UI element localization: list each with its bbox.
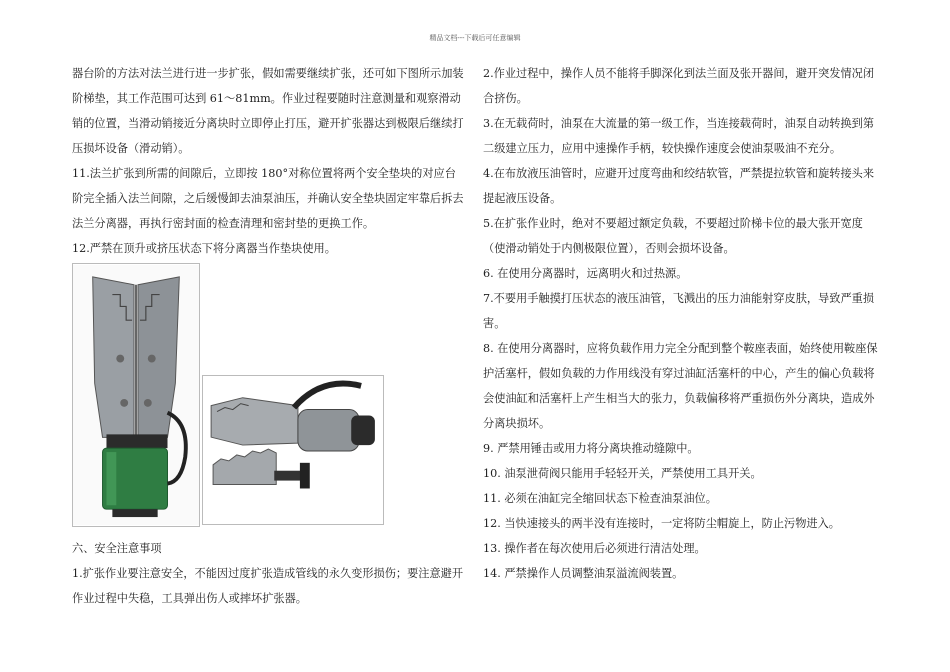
section-title-safety: 六、安全注意事项 xyxy=(72,542,162,555)
safety-item-2: 2.作业过程中，操作人员不能将手脚深化到法兰面及张开器间，避开突发情况闭合挤伤。 xyxy=(483,67,875,105)
right-column xyxy=(483,61,883,586)
safety-item-7: 7.不要用手触摸打压状态的液压油管，飞溅出的压力油能射穿皮肤，导致严重损害。 xyxy=(483,292,875,330)
flange-spreader-photo-front xyxy=(72,263,200,527)
safety-item-5: 5.在扩张作业时，绝对不要超过额定负载，不要超过阶梯卡位的最大张开宽度（使滑动销处于内侧极限位置），否则会损坏设备。 xyxy=(483,217,863,255)
flange-spreader-side-image xyxy=(203,376,383,524)
paragraph-expansion-method: 器台阶的方法对法兰进行进一步扩张，假如需要继续扩张，还可如下图所示加装阶梯垫，其工作范围可达到 61～81mm。作业过程要随时注意测量和观察滑动销的位置，当滑动销接近分离块时立即停止打压，避开扩张器达到极限后继续打压损坏设备（滑动销）。 xyxy=(72,67,464,155)
paragraph-step-12: 12.严禁在顶升或挤压状态下将分离器当作垫块使用。 xyxy=(72,242,336,255)
safety-item-4: 4.在布放液压油管时，应避开过度弯曲和绞结软管，严禁提拉软管和旋转接头来提起液压设备。 xyxy=(483,167,875,205)
paragraph-step-11: 11.法兰扩张到所需的间隙后，立即按 180°对称位置将两个安全垫块的对应台阶完全插入法兰间隙，之后缓慢卸去油泵油压，并确认安全垫块固定牢靠后拆去法兰分离器，再执行密封面的检查清理和密封垫的更换工作。 xyxy=(72,167,464,230)
safety-item-11: 11. 必须在油缸完全缩回状态下检查油泵油位。 xyxy=(483,492,717,505)
page-header: 精品文档---下载后可任意编辑 xyxy=(429,34,521,42)
safety-item-12: 12. 当快速接头的两半没有连接时，一定将防尘帽旋上，防止污物进入。 xyxy=(483,517,840,530)
safety-item-3: 3.在无载荷时，油泵在大流量的第一级工作，当连接载荷时，油泵自动转换到第二级建立压力，应用中速操作手柄，较快操作速度会使油泵吸油不充分。 xyxy=(483,117,875,155)
safety-item-1: 1.扩张作业要注意安全，不能因过度扩张造成管线的永久变形损伤；要注意避开作业过程中失稳，工具弹出伤人或摔坏扩张器。 xyxy=(72,567,464,605)
flange-spreader-photo-side xyxy=(202,375,384,525)
safety-item-10: 10. 油泵泄荷阀只能用手轻轻开关，严禁使用工具开关。 xyxy=(483,467,762,480)
left-column xyxy=(72,61,467,611)
safety-item-6: 6. 在使用分离器时，远离明火和过热源。 xyxy=(483,267,688,280)
flange-spreader-front-image xyxy=(73,264,199,526)
safety-item-8: 8. 在使用分离器时，应将负载作用力完全分配到整个鞍座表面，始终使用鞍座保护活塞杆，假如负载的力作用线没有穿过油缸活塞杆的中心，产生的偏心负载将会使油缸和活塞杆上产生相当大的张力，负载偏移将严重损伤外分离块，造成外分离块损坏。 xyxy=(483,342,878,430)
safety-item-9: 9. 严禁用锤击或用力将分离块推动缝隙中。 xyxy=(483,442,699,455)
figure-flange-spreader xyxy=(72,261,467,536)
safety-item-13: 13. 操作者在每次使用后必须进行清洁处理。 xyxy=(483,542,706,555)
safety-item-14: 14. 严禁操作人员调整油泵溢流阀装置。 xyxy=(483,567,684,580)
